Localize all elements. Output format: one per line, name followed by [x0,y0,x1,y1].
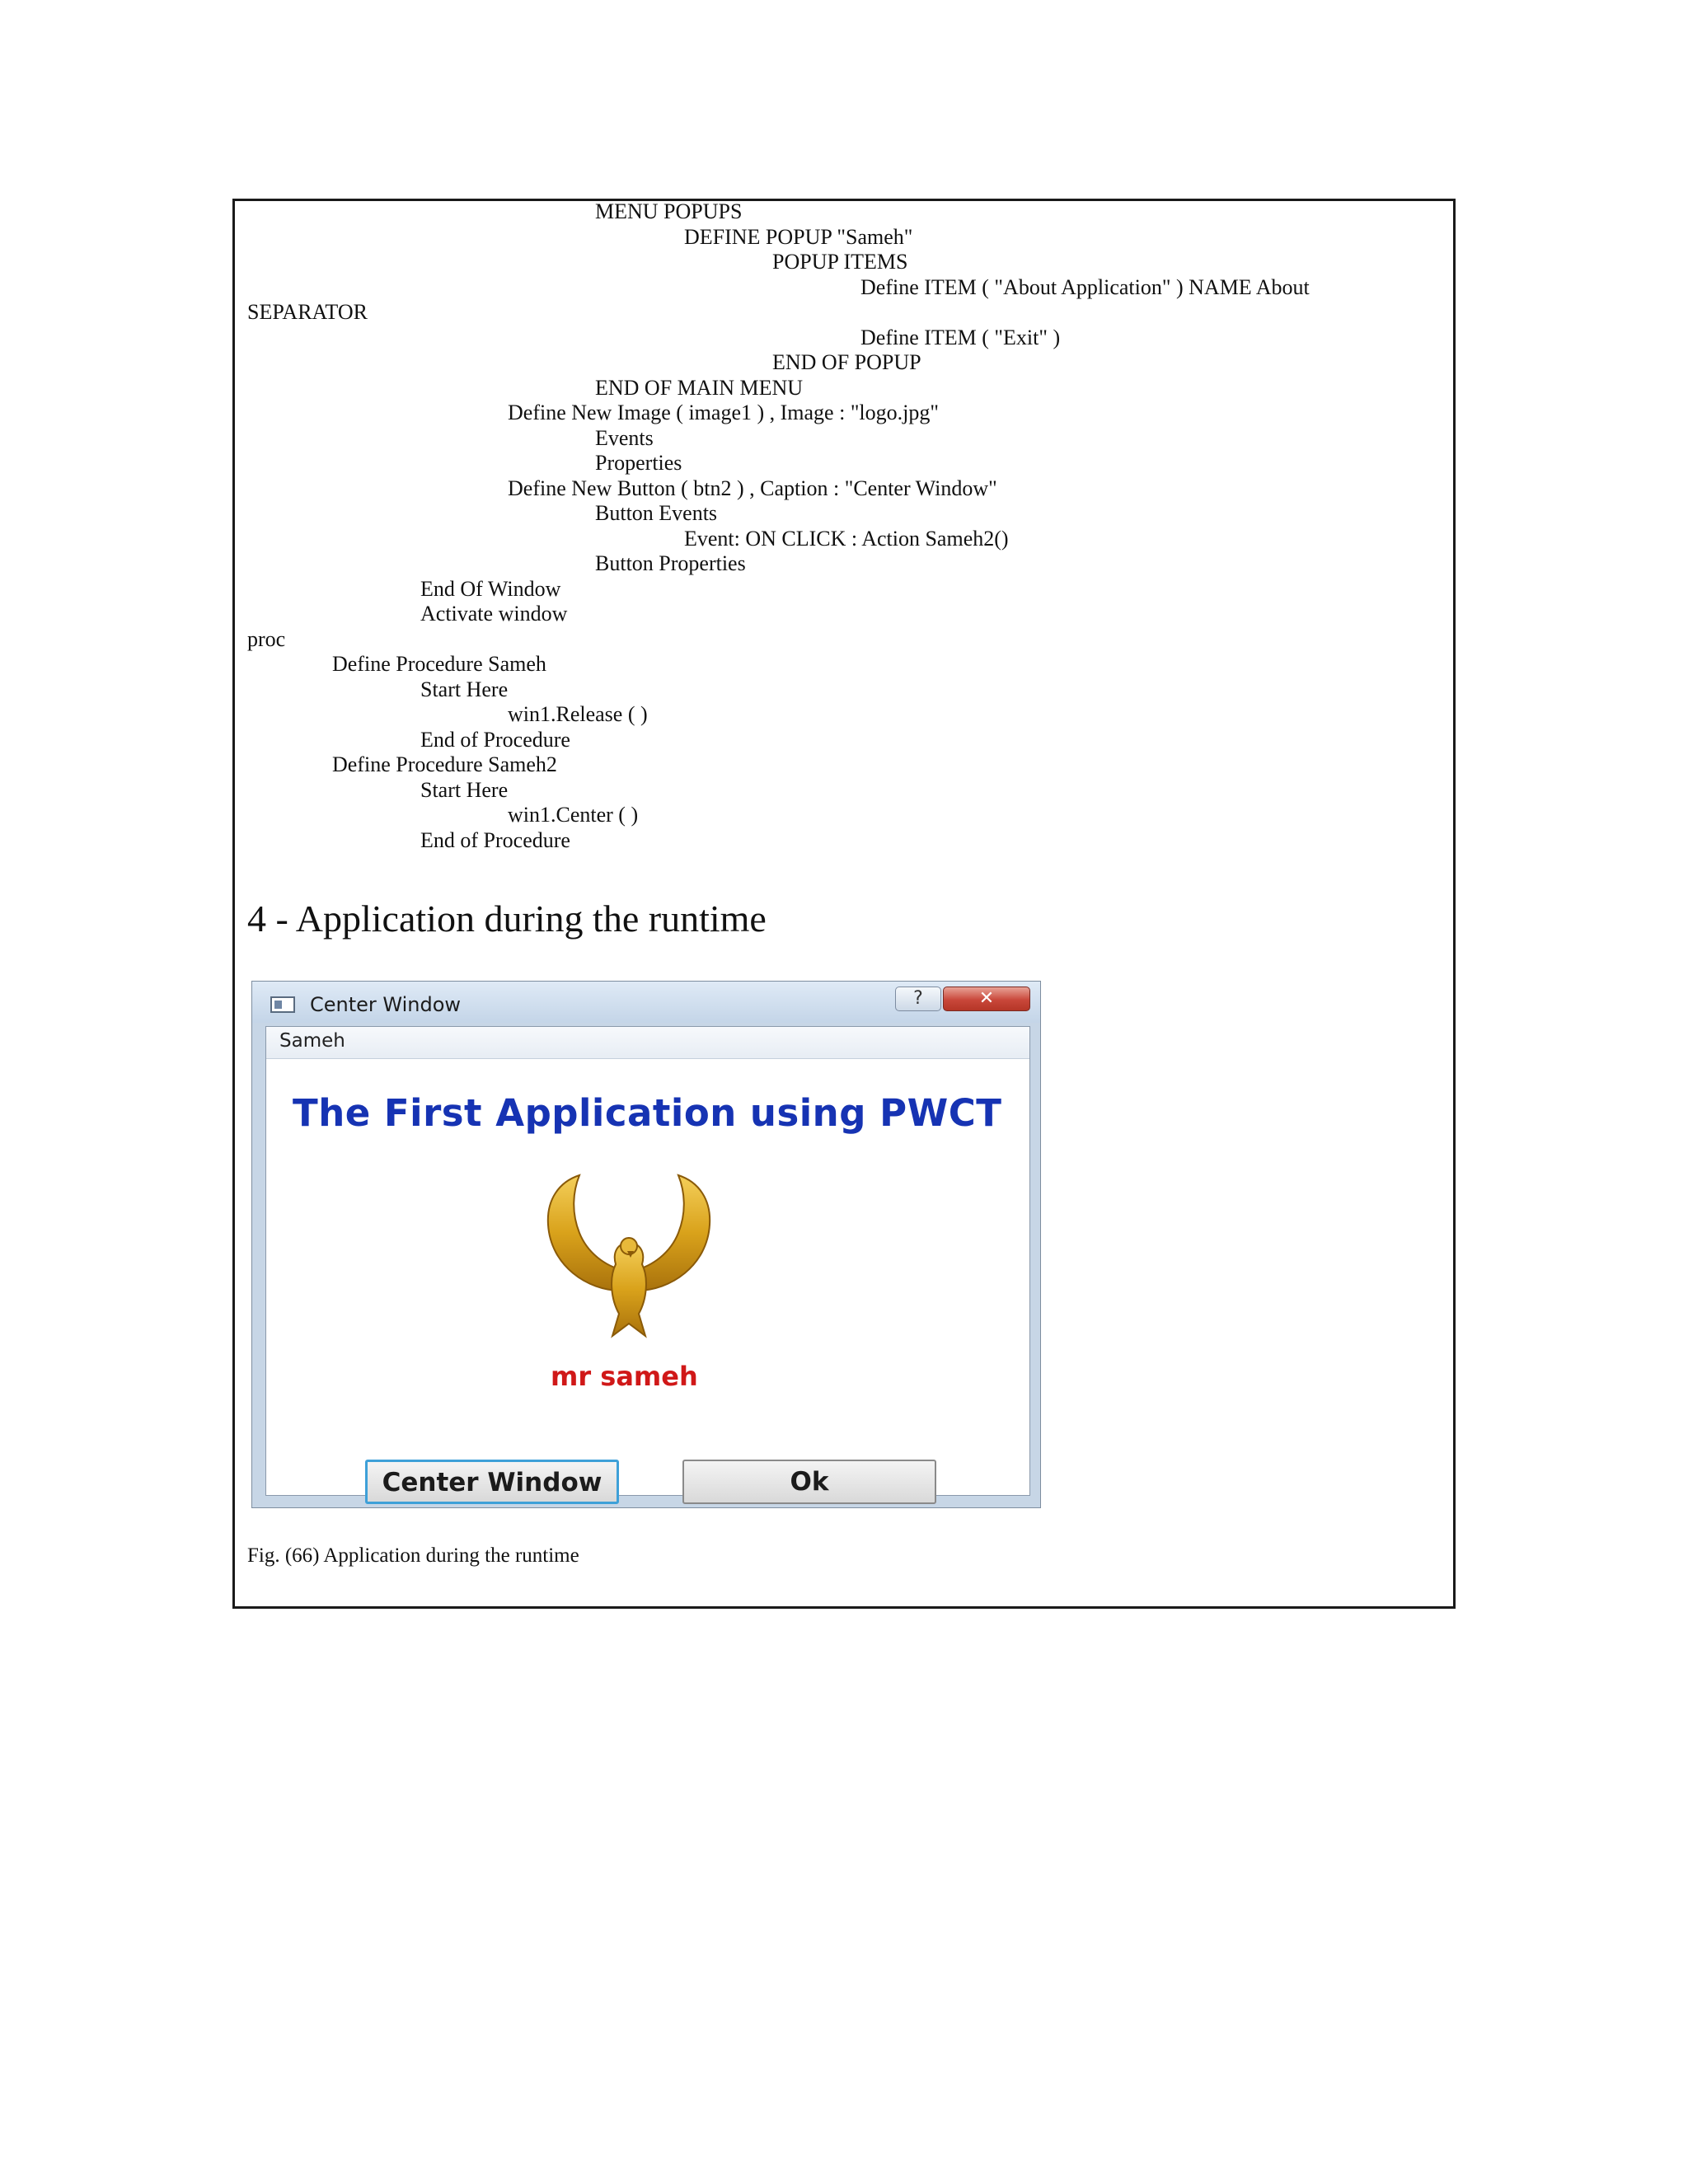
code-line: MENU POPUPS [595,199,743,223]
app-banner-text: The First Application using PWCT [293,1091,1002,1135]
window-app-icon [270,996,295,1013]
menu-bar [266,1027,1029,1059]
code-line: Start Here [420,677,509,701]
code-line: Define ITEM ( "About Application" ) NAME About [860,275,1310,299]
logo-caption-text: mr sameh [551,1361,698,1392]
code-line: Events [595,426,654,450]
code-line: Define New Button ( btn2 ) , Caption : "Center Window" [508,476,997,500]
center-window-button[interactable]: Center Window [365,1460,619,1504]
code-line: Activate window [420,602,568,626]
code-line: Define ITEM ( "Exit" ) [860,326,1061,349]
close-button[interactable]: ✕ [943,987,1030,1011]
code-line: Properties [595,451,682,475]
window-titlebar [252,982,1040,1023]
code-line: Start Here [420,778,509,802]
menu-item-sameh[interactable]: Sameh [279,1030,345,1052]
ok-button[interactable]: Ok [682,1460,936,1504]
code-line: End of Procedure [420,828,570,852]
code-line: Define New Image ( image1 ) , Image : "logo.jpg" [508,401,939,424]
help-button[interactable]: ? [895,987,941,1011]
code-line: Event: ON CLICK : Action Sameh2() [684,527,1009,551]
code-line: SEPARATOR [247,300,368,324]
code-line: proc [247,627,286,651]
code-line: END OF POPUP [772,350,921,374]
code-line: Button Events [595,501,718,525]
code-line: DEFINE POPUP "Sameh" [684,225,913,249]
section-heading: 4 - Application during the runtime [247,898,767,940]
code-line: End of Procedure [420,728,570,752]
code-line: Define Procedure Sameh [332,652,546,676]
code-line: Button Properties [595,551,746,575]
code-line: END OF MAIN MENU [595,376,804,400]
app-window-screenshot [251,981,1041,1508]
code-line: End Of Window [420,577,561,601]
window-title: Center Window [310,993,462,1016]
code-line: POPUP ITEMS [772,250,908,274]
code-line: Define Procedure Sameh2 [332,752,557,776]
code-line: win1.Release ( ) [508,702,648,726]
window-client-area [265,1026,1030,1496]
code-line: win1.Center ( ) [508,803,639,827]
figure-caption: Fig. (66) Application during the runtime [247,1544,579,1567]
eagle-logo-image [530,1167,728,1348]
